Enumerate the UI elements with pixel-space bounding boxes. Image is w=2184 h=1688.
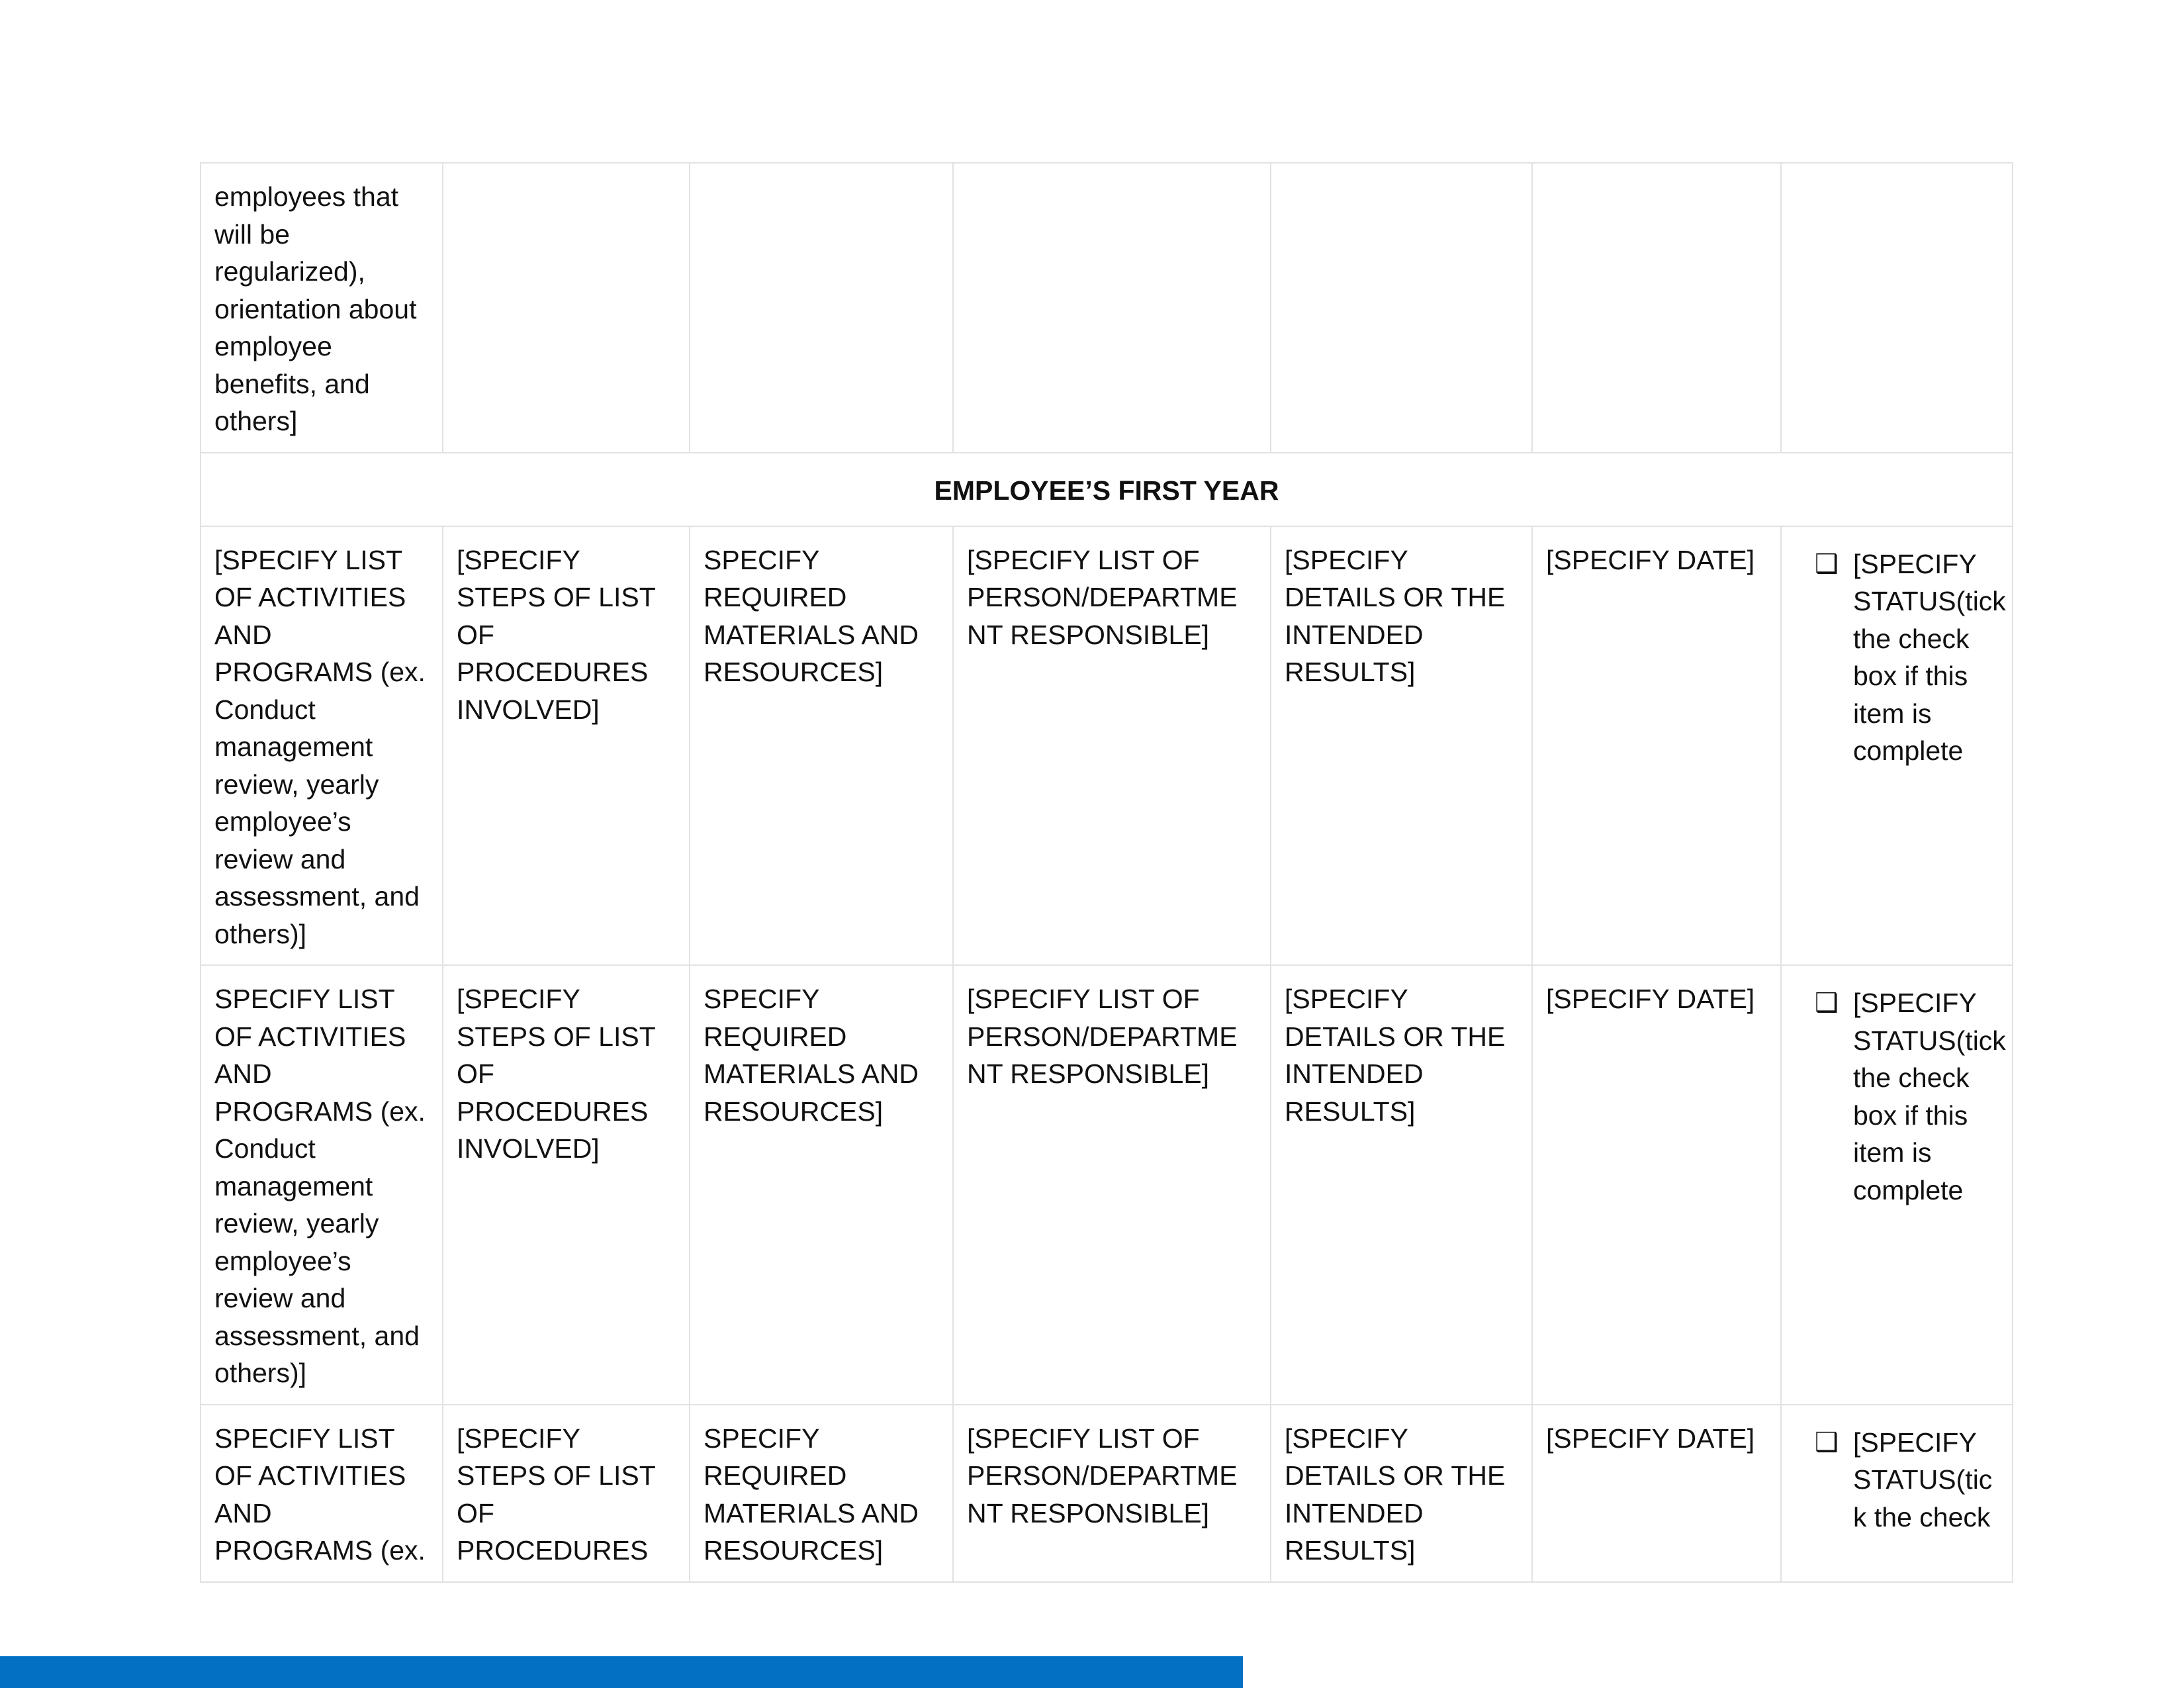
steps-cell [443, 163, 690, 453]
activity-cell: SPECIFY LIST OF ACTIVITIES AND PROGRAMS (ex. Conduct management review, yearly employee’s review and assessment, and others)] [201, 965, 443, 1405]
section-header-row [201, 453, 2013, 526]
date-cell: [SPECIFY DATE] [1532, 1405, 1781, 1582]
status-text: [SPECIFY STATUS(tick the check box if this item is complete [1853, 548, 2006, 766]
date-cell [1532, 163, 1781, 453]
section-title: EMPLOYEE’S FIRST YEAR [201, 453, 2013, 526]
materials-cell: SPECIFY REQUIRED MATERIALS AND RESOURCES] [690, 965, 953, 1405]
status-cell [1781, 965, 2013, 1405]
responsible-cell: [SPECIFY LIST OF PERSON/DEPARTMENT RESPONSIBLE] [953, 1405, 1271, 1582]
date-cell: [SPECIFY DATE] [1532, 965, 1781, 1405]
status-checkbox-icon[interactable]: ❑ [1815, 1427, 1839, 1457]
status-checkbox-icon[interactable]: ❑ [1815, 549, 1839, 579]
materials-cell: SPECIFY REQUIRED MATERIALS AND RESOURCES] [690, 526, 953, 966]
materials-cell [690, 163, 953, 453]
activity-cell: employees that will be regularized), orientation about employee benefits, and others] [201, 163, 443, 453]
steps-cell: [SPECIFY STEPS OF LIST OF PROCEDURES INVOLVED] [443, 965, 690, 1405]
status-text: [SPECIFY STATUS(tick the check box if this item is complete [1853, 988, 2006, 1205]
status-cell [1781, 1405, 2013, 1582]
table-row [201, 1405, 2013, 1582]
responsible-cell: [SPECIFY LIST OF PERSON/DEPARTMENT RESPONSIBLE] [953, 965, 1271, 1405]
table-row [201, 526, 2013, 966]
date-cell: [SPECIFY DATE] [1532, 526, 1781, 966]
status-text: [SPECIFY STATUS(tic k the check [1853, 1427, 1993, 1532]
footer-accent-bar [0, 1656, 1243, 1688]
results-cell: [SPECIFY DETAILS OR THE INTENDED RESULTS] [1271, 965, 1532, 1405]
activity-cell: SPECIFY LIST OF ACTIVITIES AND PROGRAMS (ex. [201, 1405, 443, 1582]
results-cell [1271, 163, 1532, 453]
onboarding-plan-table [200, 162, 2013, 1583]
table-row [201, 965, 2013, 1405]
results-cell: [SPECIFY DETAILS OR THE INTENDED RESULTS] [1271, 1405, 1532, 1582]
results-cell: [SPECIFY DETAILS OR THE INTENDED RESULTS] [1271, 526, 1532, 966]
responsible-cell: [SPECIFY LIST OF PERSON/DEPARTMENT RESPONSIBLE] [953, 526, 1271, 966]
materials-cell: SPECIFY REQUIRED MATERIALS AND RESOURCES] [690, 1405, 953, 1582]
activity-cell: [SPECIFY LIST OF ACTIVITIES AND PROGRAMS (ex. Conduct management review, yearly employee’s review and assessment, and others)] [201, 526, 443, 966]
status-checkbox-icon[interactable]: ❑ [1815, 988, 1839, 1017]
responsible-cell [953, 163, 1271, 453]
steps-cell: [SPECIFY STEPS OF LIST OF PROCEDURES INVOLVED] [443, 526, 690, 966]
status-cell [1781, 163, 2013, 453]
steps-cell: [SPECIFY STEPS OF LIST OF PROCEDURES [443, 1405, 690, 1582]
table-row-continued [201, 163, 2013, 453]
status-cell [1781, 526, 2013, 966]
